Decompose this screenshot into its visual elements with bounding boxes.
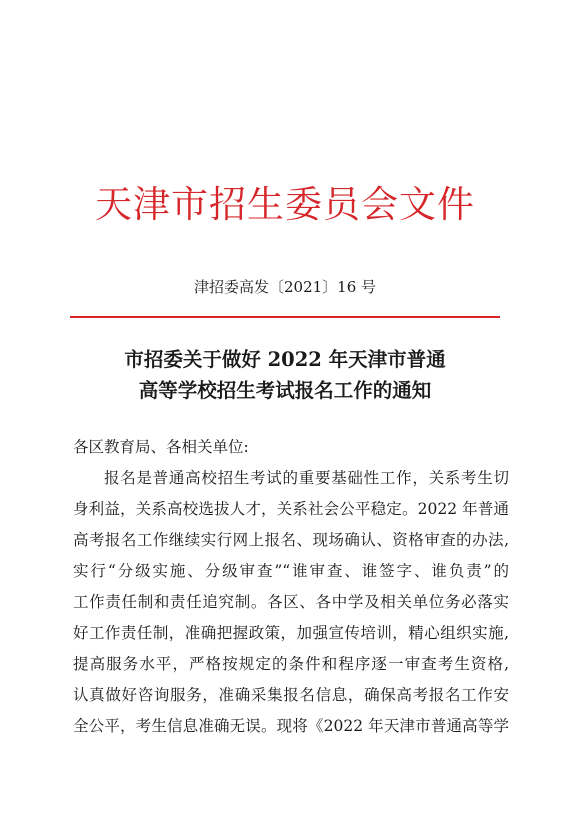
body-line: 高考报名工作继续实行网上报名、现场确认、资格审查的办法,	[73, 531, 509, 549]
body-line: 实行“分级实施、分级审查”“谁审查、谁签字、谁负责”的	[73, 562, 509, 580]
notice-title-line-2: 高等学校招生考试报名工作的通知	[138, 379, 432, 402]
notice-title-line-1: 市招委关于做好 2022 年天津市普通	[124, 348, 446, 371]
document-number: 津招委高发〔2021〕16 号	[193, 278, 377, 296]
body-line: 身利益，关系高校选拔人才，关系社会公平稳定。2022 年普通	[73, 500, 509, 518]
body-line: 工作责任制和责任追究制。各区、各中学及相关单位务必落实	[73, 593, 509, 611]
body-line: 报名是普通高校招生考试的重要基础性工作，关系考生切	[104, 469, 509, 487]
body-line: 认真做好咨询服务，准确采集报名信息，确保高考报名工作安	[73, 686, 509, 704]
body-line: 好工作责任制，准确把握政策，加强宣传培训，精心组织实施,	[73, 624, 509, 642]
issuer-header: 天津市招生委员会文件	[95, 183, 475, 226]
salutation: 各区教育局、各相关单位:	[73, 438, 249, 456]
red-divider-line	[70, 316, 500, 318]
body-line: 全公平，考生信息准确无误。现将《2022 年天津市普通高等学	[73, 717, 509, 735]
body-line: 提高服务水平，严格按规定的条件和程序逐一审查考生资格,	[73, 655, 509, 673]
